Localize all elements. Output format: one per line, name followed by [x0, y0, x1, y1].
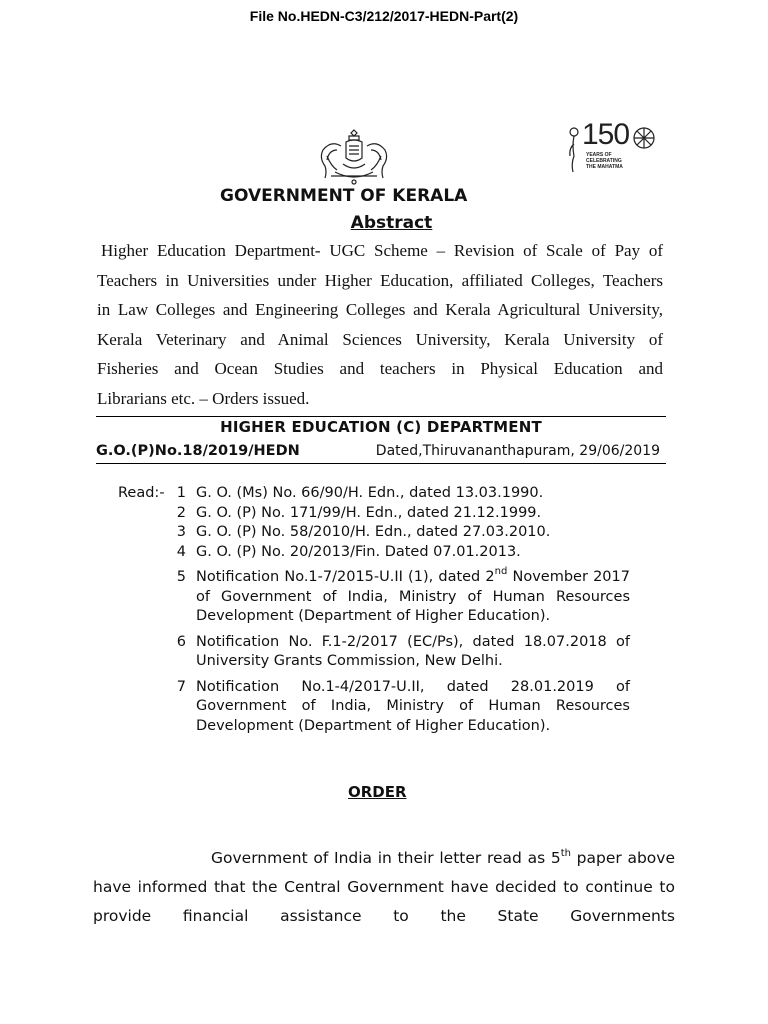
abstract-heading [0, 213, 768, 233]
order-text-part: Government of India in their letter read as 5 [211, 849, 561, 867]
abstract-line: Fisheries and Ocean Studies and teachers in Physical Education and [97, 359, 663, 378]
go-date: Dated,Thiruvananthapuram, 29/06/2019 [375, 443, 660, 459]
gandhi-caption [586, 152, 666, 170]
list-item [118, 568, 658, 627]
ref-text: G. O. (P) No. 20/2013/Fin. Dated 07.01.2013. [196, 543, 521, 560]
department-heading: HIGHER EDUCATION (C) DEPARTMENT [220, 418, 542, 436]
ref-number: 5 [176, 569, 186, 585]
gandhi-caption-line: CELEBRATING [586, 158, 622, 164]
file-number: File No.HEDN-C3/212/2017-HEDN-Part(2) [249, 8, 519, 24]
reference-list [118, 484, 658, 736]
ref-number: 4 [176, 543, 186, 560]
abstract-label: Abstract [350, 213, 433, 233]
government-title: GOVERNMENT OF KERALA [220, 186, 468, 206]
divider-top [96, 416, 666, 417]
ref-number: 3 [176, 524, 186, 540]
ref-number: 7 [176, 678, 186, 695]
ref-superscript: nd [494, 566, 508, 577]
gandhi-150-number: 150 [582, 118, 630, 151]
list-item [118, 504, 658, 524]
order-text-part: paper above have informed that the Central Government have decided to continue to provide financial assistance to the State Governments [93, 849, 675, 925]
gandhi-caption-line: THE MAHATMA [586, 164, 623, 170]
list-item [118, 523, 658, 543]
list-item [118, 633, 658, 672]
ref-text-part: Notification No.1-7/2015-U.II (1), dated 2 [196, 569, 495, 585]
abstract-line: Teachers in Universities under Higher Education, affiliated Colleges, Teachers [97, 270, 663, 290]
ref-text: G. O. (P) No. 171/99/H. Edn., dated 21.12.1999. [196, 504, 542, 521]
ref-number: 6 [176, 633, 186, 650]
order-heading: ORDER [348, 783, 407, 801]
ref-text: Notification No.1-4/2017-U.II, dated 28.01.2019 of Government of India, Ministry of Human Resources Development (Department of Higher Education). [196, 678, 630, 734]
list-item [118, 678, 658, 737]
abstract-line: Kerala Veterinary and Animal Sciences University, Kerala University of [97, 329, 663, 349]
go-number: G.O.(P)No.18/2019/HEDN [96, 443, 300, 459]
abstract-line: Librarians etc. – Orders issued. [97, 388, 310, 408]
gandhi-caption-line: YEARS OF [586, 152, 612, 158]
ref-text: G. O. (P) No. 58/2010/H. Edn., dated 27.03.2010. [196, 524, 551, 540]
order-superscript: th [560, 848, 571, 859]
kerala-state-emblem-icon [313, 126, 395, 188]
ref-text-part: November 2017 of Government of India, Ministry of Human Resources Development (Department of Higher Education). [196, 569, 630, 624]
abstract-line: Higher Education Department- UGC Scheme – Revision of Scale of Pay of [101, 241, 663, 260]
read-label: Read:- [118, 485, 165, 501]
abstract-text [97, 236, 663, 413]
go-line [96, 443, 666, 459]
divider-go [96, 463, 666, 464]
order-paragraph [93, 844, 675, 931]
ref-number: 1 [176, 485, 186, 501]
ref-text: G. O. (Ms) No. 66/90/H. Edn., dated 13.03.1990. [196, 485, 544, 501]
ref-text: Notification No. F.1-2/2017 (EC/Ps), dated 18.07.2018 of University Grants Commission, New Delhi. [196, 633, 630, 669]
list-item [118, 484, 658, 504]
ref-text [196, 568, 630, 627]
abstract-line: in Law Colleges and Engineering Colleges and Kerala Agricultural University, [97, 300, 663, 319]
ref-number: 2 [176, 504, 186, 521]
list-item [118, 543, 658, 563]
